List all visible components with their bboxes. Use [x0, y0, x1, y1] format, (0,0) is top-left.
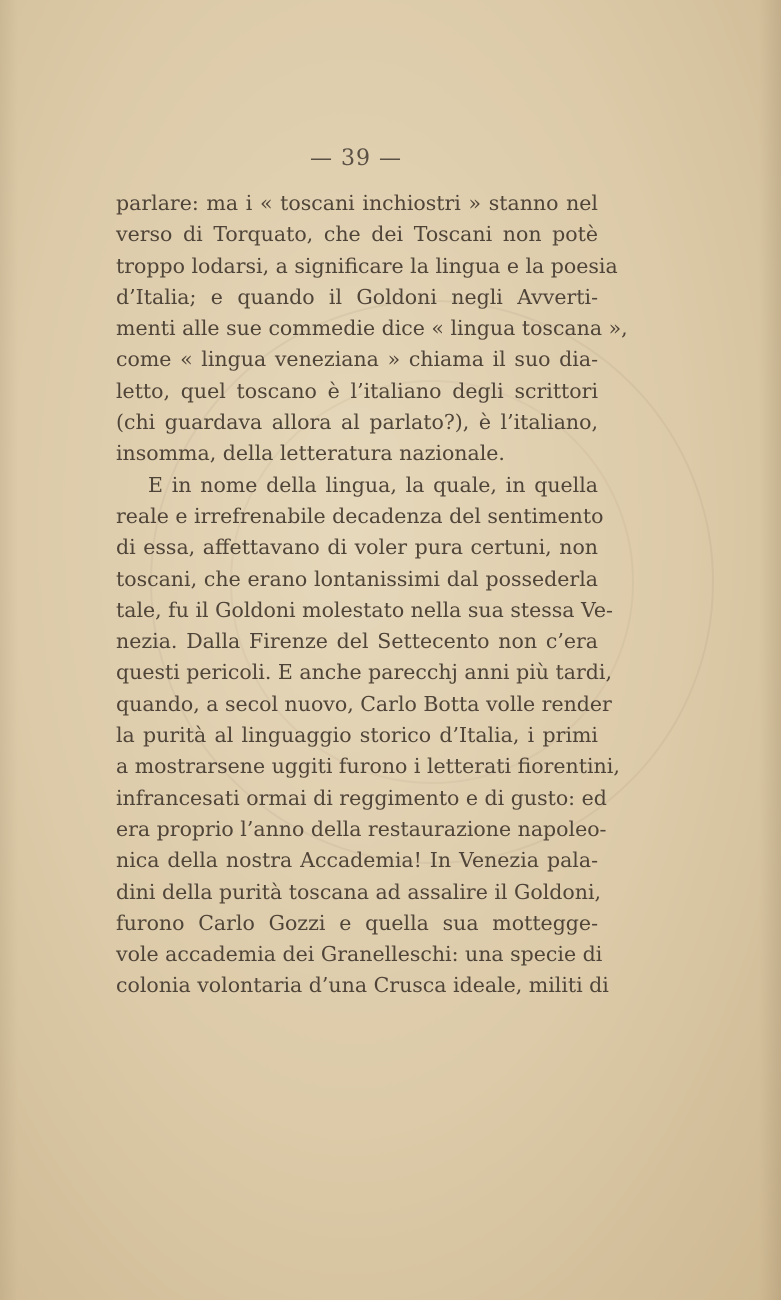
text-line: (chi guardava allora al parlato?), è l’italiano, [116, 410, 598, 435]
text-line: questi pericoli. E anche parecchj anni più tardi, [116, 660, 612, 685]
text-line: quando, a secol nuovo, Carlo Botta volle render [116, 691, 612, 716]
text-line: colonia volontaria d’una Crusca ideale, militi di [116, 973, 609, 998]
text-line: a mostrarsene uggiti furono i letterati fiorentini, [116, 754, 620, 779]
page-number: — 39 — [310, 146, 402, 171]
text-line: infrancesati ormai di reggimento e di gusto: ed [116, 785, 607, 810]
text-line: toscani, che erano lontanissimi dal possederla [116, 566, 598, 591]
page-right-shadow [759, 0, 781, 1300]
text-line: nica della nostra Accademia! In Venezia pala- [116, 848, 598, 873]
text-line: tale, fu il Goldoni molestato nella sua stessa Ve- [116, 597, 613, 622]
paragraph-last-line: insomma, della letteratura nazionale. [116, 441, 505, 466]
text-line: letto, quel toscano è l’italiano degli scrittori [116, 378, 598, 403]
text-line: di essa, affettavano di voler pura certuni, non [116, 535, 598, 560]
text-line: la purità al linguaggio storico d’Italia, i primi [116, 723, 598, 748]
text-line: vole accademia dei Granelleschi: una specie di [116, 942, 603, 967]
text-line: d’Italia; e quando il Goldoni negli Avverti- [116, 284, 598, 309]
body-text [116, 188, 628, 1002]
paragraph-first-line: E in nome della lingua, la quale, in quella [148, 472, 598, 497]
text-line: nezia. Dalla Firenze del Settecento non c’era [116, 629, 598, 654]
text-line: furono Carlo Gozzi e quella sua mottegge- [116, 910, 598, 935]
text-line: menti alle sue commedie dice « lingua toscana », [116, 316, 628, 341]
text-line: parlare: ma i « toscani inchiostri » stanno nel [116, 191, 598, 215]
text-line: verso di Torquato, che dei Toscani non potè [116, 222, 598, 247]
text-line: reale e irrefrenabile decadenza del sentimento [116, 503, 604, 528]
text-line: era proprio l’anno della restaurazione napoleo- [116, 816, 607, 841]
text-line: troppo lodarsi, a significare la lingua e la poesia [116, 253, 618, 278]
page-left-shadow [0, 0, 18, 1300]
text-line: come « lingua veneziana » chiama il suo dia- [116, 347, 598, 372]
text-line: dini della purità toscana ad assalire il Goldoni, [116, 879, 602, 904]
